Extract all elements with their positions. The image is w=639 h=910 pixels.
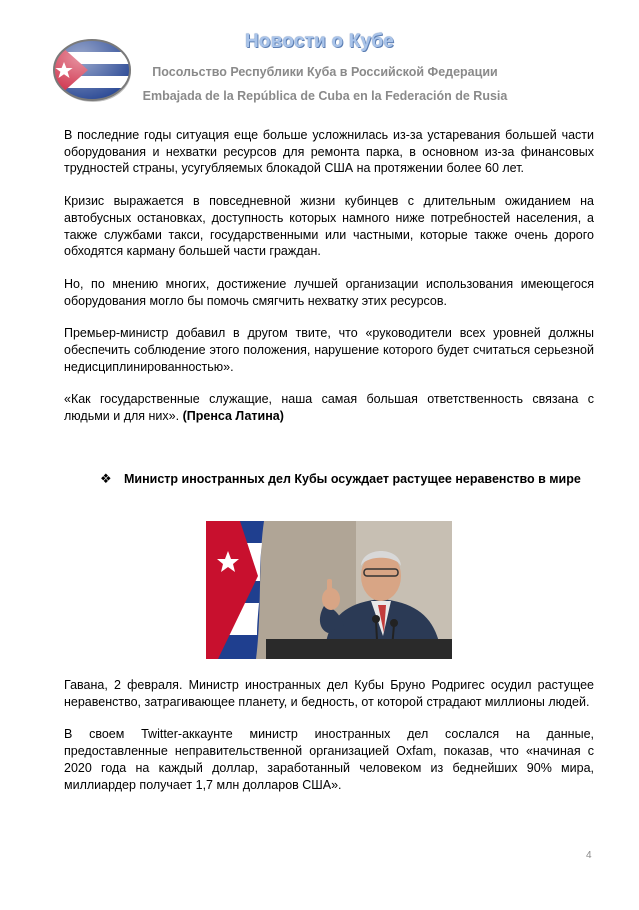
embassy-name-ru: Посольство Республики Куба в Российской Федерации [152,65,498,79]
article2-headline: Министр иностранных дел Кубы осуждает растущее неравенство в мире [124,472,581,486]
paragraph: Премьер-министр добавил в другом твите, что «руководители всех уровней должны обеспечить соблюдение этого положения, нарушение которого будет считаться серьезной недисциплинированностью». [64,326,594,374]
paragraph: Гавана, 2 февраля. Министр иностранных дел Кубы Бруно Родригес осудил растущее неравенство, затрагивающее планету, и бедность, от которой страдают миллионы людей. [64,678,594,709]
article2-body [64,677,594,809]
paragraph: В своем Twitter-аккаунте министр иностранных дел сослался на данные, предоставленные неправительственной организацией Oxfam, показав, что «начиная с 2020 года на каждый доллар, заработанный человеком из беднейших 90% мира, миллиардер получает 1,7 млн долларов США». [64,727,594,792]
quote-source: (Пренса Латина) [182,409,284,424]
page-number: 4 [586,850,592,861]
quote-paragraph [64,391,594,424]
page-header [0,0,639,115]
minister-photo [206,521,452,659]
paragraph: Но, по мнению многих, достижение лучшей организации использования имеющегося оборудования могло бы помочь смягчить нехватку этих ресурсов. [64,276,594,308]
newsletter-title: Новости о Кубе [244,31,395,52]
article-body [64,127,594,441]
paragraph: Кризис выражается в повседневной жизни кубинцев с длительным ожиданием на автобусных остановках, доступность которых намного ниже потребностей населения, а также службами такси, государственными или частными, которые также очень дорого обходятся карману большей части граждан. [64,194,594,259]
quote-text: «Как государственные служащие, наша самая большая ответственность связана с людьми и для них». [64,392,594,424]
diamond-bullet-icon: ❖ [100,471,112,486]
article2-heading [100,471,594,488]
embassy-name-es: Embajada de la República de Cuba en la Federación de Rusia [142,89,508,103]
paragraph: В последние годы ситуация еще больше усложнилась из-за устаревания большей части оборудования и нехватки ресурсов для ремонта парка, в основном из-за финансовых трудностей страны, усугубляемых блокадой США на протяжении более 60 лет. [64,128,594,176]
